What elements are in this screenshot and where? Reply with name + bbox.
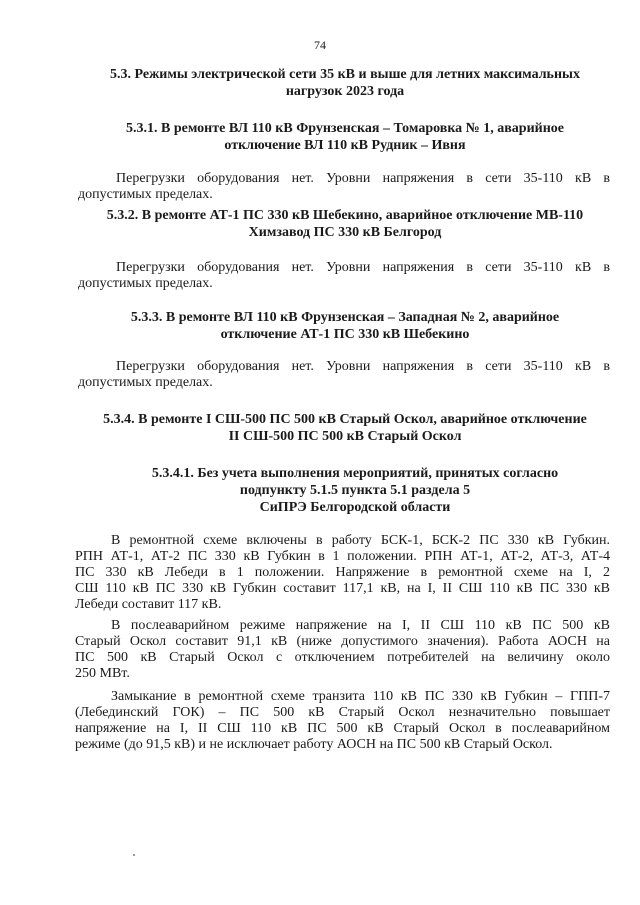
heading-line: 5.3.1. В ремонте ВЛ 110 кВ Фрунзенская – Томаровка № 1, аварийное	[125, 121, 565, 136]
heading-line: отключение ВЛ 110 кВ Рудник – Ивня	[224, 138, 466, 153]
subsection-heading-5-3-3	[100, 309, 590, 343]
body-line: Перегрузки оборудования нет. Уровни напряжения в сети 35-110 кВ в	[116, 171, 610, 186]
body-line: Старый Оскол составит 91,1 кВ (ниже допустимого значения). Работа АОСН на	[75, 634, 610, 649]
subsubsection-heading-5-3-4-1	[130, 465, 580, 516]
subsection-heading-5-3-1	[100, 120, 590, 154]
page-number: 74	[314, 38, 326, 52]
section-heading	[80, 66, 610, 100]
subsection-body-5-3-1	[78, 171, 610, 203]
body-line: В ремонтной схеме включены в работу БСК-1, БСК-2 ПС 330 кВ Губкин.	[111, 533, 610, 548]
heading-line: нагрузок 2023 года	[285, 84, 405, 99]
scan-speck	[133, 854, 135, 856]
heading-line: II СШ-500 ПС 500 кВ Старый Оскол	[228, 429, 462, 444]
body-line: В послеаварийном режиме напряжение на I, II СШ 110 кВ ПС 500 кВ	[111, 618, 610, 633]
paragraph-1	[75, 533, 610, 613]
body-line: Лебеди составит 117 кВ.	[75, 597, 222, 612]
paragraph-2	[75, 618, 610, 682]
subsection-body-5-3-3	[78, 359, 610, 391]
body-line: допустимых пределах.	[78, 187, 213, 202]
body-line: ПС 330 кВ Лебеди в 1 положении. Напряжение в ремонтной схеме на I, 2	[75, 565, 610, 580]
body-line: Замыкание в ремонтной схеме транзита 110 кВ ПС 330 кВ Губкин – ГПП-7	[111, 689, 610, 704]
body-line: допустимых пределах.	[78, 375, 213, 390]
heading-line: 5.3. Режимы электрической сети 35 кВ и выше для летних максимальных	[110, 67, 580, 82]
heading-line: 5.3.4. В ремонте I СШ-500 ПС 500 кВ Старый Оскол, аварийное отключение	[103, 412, 587, 427]
heading-line: 5.3.3. В ремонте ВЛ 110 кВ Фрунзенская – Западная № 2, аварийное	[130, 310, 560, 325]
body-line: режиме (до 91,5 кВ) и не исключает работу АОСН на ПС 500 кВ Старый Оскол.	[75, 737, 553, 752]
body-line: 250 МВт.	[75, 666, 130, 681]
subsection-heading-5-3-4	[80, 411, 610, 445]
heading-line: 5.3.4.1. Без учета выполнения мероприятий, принятых согласно	[151, 466, 559, 481]
heading-line: 5.3.2. В ремонте АТ-1 ПС 330 кВ Шебекино, аварийное отключение МВ-110	[106, 208, 584, 223]
body-line: допустимых пределах.	[78, 276, 213, 291]
heading-line: отключение АТ-1 ПС 330 кВ Шебекино	[220, 327, 470, 342]
body-line: СШ 110 кВ ПС 330 кВ Губкин составит 117,1 кВ, на I, II СШ 110 кВ ПС 330 кВ	[75, 581, 610, 596]
body-line: напряжение на I, II СШ 110 кВ ПС 500 кВ Старый Оскол в послеаварийном	[75, 721, 610, 736]
heading-line: СиПРЭ Белгородской области	[259, 500, 451, 515]
subsection-heading-5-3-2	[80, 207, 610, 241]
body-line: ПС 500 кВ Старый Оскол с отключением потребителей на величину около	[75, 650, 610, 665]
heading-line: подпункту 5.1.5 пункта 5.1 раздела 5	[239, 483, 471, 498]
body-line: (Лебединский ГОК) – ПС 500 кВ Старый Оскол незначительно повышает	[75, 705, 610, 720]
subsection-body-5-3-2	[78, 260, 610, 292]
body-line: Перегрузки оборудования нет. Уровни напряжения в сети 35-110 кВ в	[116, 260, 610, 275]
heading-line: Химзавод ПС 330 кВ Белгород	[248, 225, 442, 240]
paragraph-3	[75, 689, 610, 753]
body-line: РПН АТ-1, АТ-2 ПС 330 кВ Губкин в 1 положении. РПН АТ-1, АТ-2, АТ-3, АТ-4	[75, 549, 610, 564]
body-line: Перегрузки оборудования нет. Уровни напряжения в сети 35-110 кВ в	[116, 359, 610, 374]
